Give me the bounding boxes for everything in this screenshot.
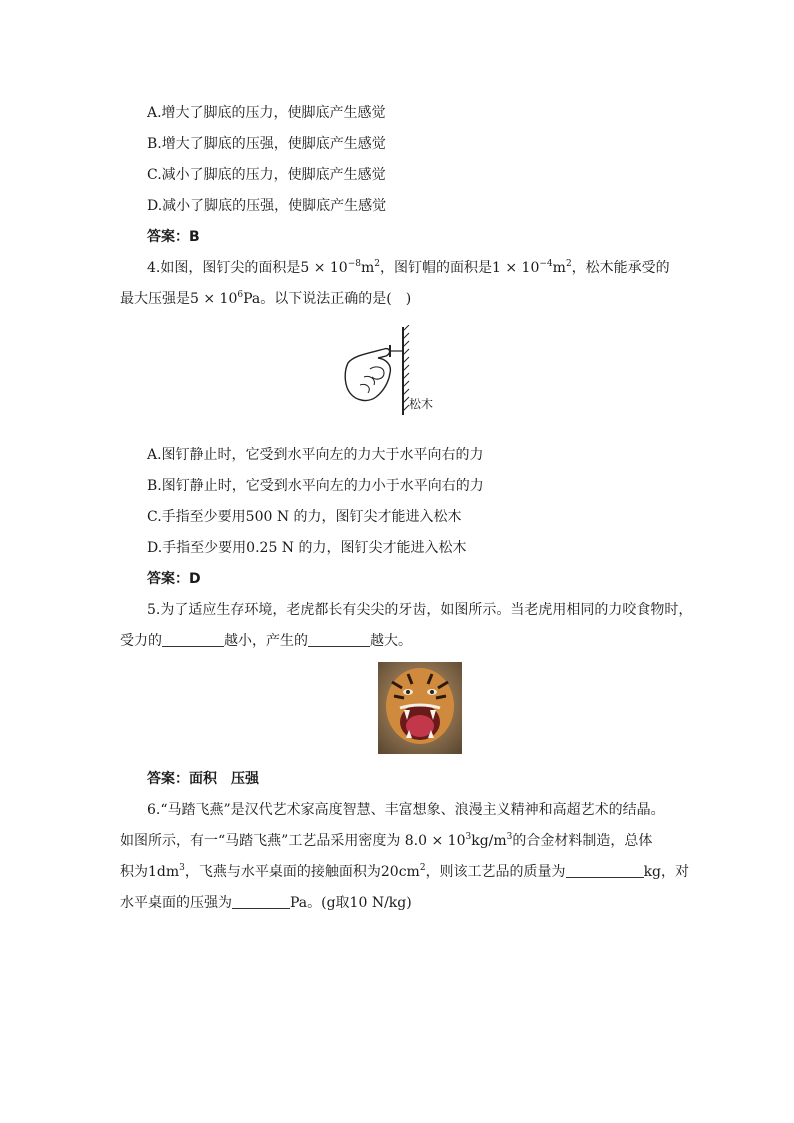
q4-stem-line1: 4.如图，图钉尖的面积是$5 \times 10^{-8}m^2$，图钉帽的面积是$1 \times 10^{-4}m^2$，松木能承受的	[147, 259, 670, 276]
q6-stem-line2: 如图所示，有一“马踏飞燕”工艺品采用密度为 $8.0 \times 10^3kg/m^3$的合金材料制造，总体	[120, 832, 653, 849]
q5-blank-1	[162, 632, 224, 647]
q3-option-d: D.减小了脚底的压强，使脚底产生感觉	[147, 198, 387, 214]
thumbtack-hand-illustration	[340, 325, 450, 420]
thumbtack-figure	[340, 325, 450, 420]
q6-stem-line4: 水平桌面的压强为 Pa。(g取10 N/kg)	[120, 895, 412, 911]
q3-option-c: C.减小了脚底的压力，使脚底产生感觉	[147, 167, 386, 183]
q3-answer: 答案：B	[147, 229, 200, 245]
q3-option-a: A.增大了脚底的压力，使脚底产生感觉	[147, 105, 386, 121]
q6-blank-pressure	[232, 894, 290, 909]
q3-option-b: B.增大了脚底的压强，使脚底产生感觉	[147, 136, 386, 152]
q6-stem-line1: 6.“马踏飞燕”是汉代艺术家高度智慧、丰富想象、浪漫主义精神和高超艺术的结晶。	[147, 802, 665, 818]
q5-blank-2	[308, 632, 370, 647]
q5-answer: 答案：面积 压强	[147, 771, 259, 787]
tiger-image	[378, 662, 462, 754]
q5-stem-line1: 5.为了适应生存环境，老虎都长有尖尖的牙齿，如图所示。当老虎用相同的力咬食物时，	[147, 602, 693, 618]
q4-option-a: A.图钉静止时，它受到水平向左的力大于水平向右的力	[147, 447, 484, 463]
q6-stem-line3: 积为$1dm^3$，飞燕与水平桌面的接触面积为$20cm^2$，则该工艺品的质量为 kg，对	[120, 863, 690, 880]
q4-option-b: B.图钉静止时，它受到水平向左的力小于水平向右的力	[147, 478, 484, 494]
q4-stem-line2: 最大压强是$5 \times 10^6Pa$。以下说法正确的是( )	[120, 290, 412, 307]
q4-option-c: C.手指至少要用500 N 的力，图钉尖才能进入松木	[147, 509, 462, 525]
q4-option-d: D.手指至少要用0.25 N 的力，图钉尖才能进入松木	[147, 540, 467, 556]
tiger-photo	[378, 662, 462, 754]
q5-stem-line2: 受力的 越小，产生的 越大。	[120, 633, 412, 649]
pine-wood-label: 松木	[409, 397, 434, 411]
q6-blank-mass	[566, 863, 644, 878]
q4-answer: 答案：D	[147, 571, 201, 587]
